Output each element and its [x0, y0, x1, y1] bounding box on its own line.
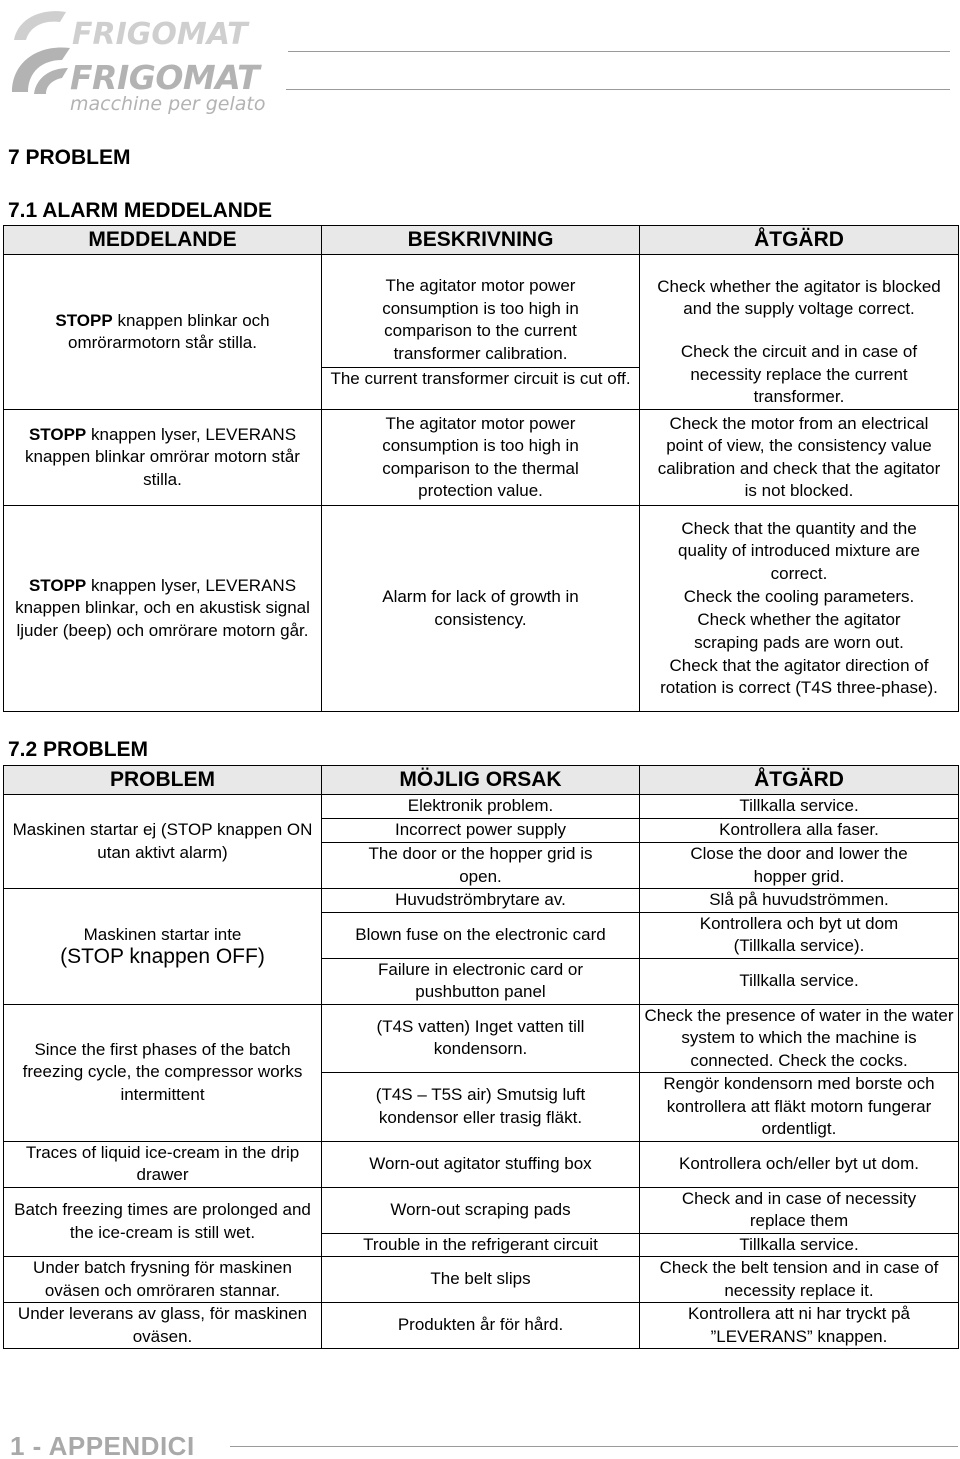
- col-header-action: ÅTGÄRD: [640, 226, 959, 255]
- alarm-description: The agitator motor power consumption is too high in comparison to the current transformer calibration.: [382, 276, 579, 363]
- problem-title: 7.2 PROBLEM: [8, 738, 149, 761]
- table-row: [4, 410, 959, 506]
- action-cell: Rengör kondensorn med borste och kontrollera att fläkt motorn fungerar ordentligt.: [640, 1073, 959, 1142]
- alarm-action: Check whether the agitator scraping pads are worn out.: [694, 610, 904, 652]
- alarm-description: The current transformer circuit is cut off.: [322, 367, 639, 391]
- alarm-message: STOPP knappen lyser, LEVERANS knappen blinkar omrörar motorn står stilla.: [4, 410, 322, 506]
- col-header-message: MEDDELANDE: [4, 226, 322, 255]
- cause-cell: Blown fuse on the electronic card: [322, 912, 640, 958]
- alarm-action: Check the motor from an electrical point of view, the consistency value calibration and check that the agitator is not blocked.: [640, 410, 959, 506]
- header-rule-top: [288, 51, 950, 52]
- stopp-keyword: STOPP: [28, 575, 87, 595]
- stopp-keyword: STOPP: [55, 310, 113, 330]
- problem-cell: Under leverans av glass, för maskinen oväsen.: [4, 1303, 322, 1349]
- action-cell: Close the door and lower the hopper grid.: [640, 843, 959, 889]
- action-cell: Check and in case of necessity replace them: [640, 1187, 959, 1233]
- problem-cell: Maskinen startar ej (STOP knappen ON utan aktivt alarm): [4, 795, 322, 889]
- problem-table: [3, 765, 959, 1349]
- action-cell: Tillkalla service.: [640, 795, 959, 819]
- action-cell: Kontrollera och byt ut dom (Tillkalla service).: [640, 912, 959, 958]
- cause-cell: Failure in electronic card or pushbutton panel: [322, 958, 640, 1004]
- col-header-action: ÅTGÄRD: [640, 766, 959, 795]
- alarm-action-cell: [640, 255, 959, 410]
- alarm-title: 7.1 ALARM MEDDELANDE: [8, 199, 273, 222]
- alarm-message: STOPP knappen blinkar och omrörarmotorn står stilla.: [4, 255, 322, 410]
- alarm-action-cell: [640, 506, 959, 712]
- alarm-action: Check that the quantity and the quality of introduced mixture are correct.: [678, 518, 920, 583]
- cause-cell: (T4S vatten) Inget vatten till kondensorn.: [322, 1004, 640, 1073]
- alarm-action: Check that the agitator direction of rotation is correct (T4S three-phase).: [660, 655, 938, 697]
- table-row: [4, 889, 959, 913]
- alarm-header-row: [4, 226, 959, 255]
- cause-cell: Trouble in the refrigerant circuit: [322, 1233, 640, 1257]
- alarm-action: Check the cooling parameters.: [683, 586, 915, 606]
- alarm-description: The agitator motor power consumption is too high in comparison to the thermal protection value.: [322, 410, 640, 506]
- action-cell: Check the belt tension and in case of necessity replace it.: [640, 1257, 959, 1303]
- action-cell: Kontrollera alla faser.: [640, 819, 959, 843]
- svg-text:FRIGOMAT: FRIGOMAT: [72, 17, 248, 52]
- alarm-message: STOPP knappen lyser, LEVERANS knappen blinkar, och en akustisk signal ljuder (beep) och omrörare motorn går.: [4, 506, 322, 712]
- table-row: [4, 506, 959, 712]
- cause-cell: Worn-out agitator stuffing box: [322, 1141, 640, 1187]
- col-header-description: BESKRIVNING: [322, 226, 640, 255]
- cause-cell: The belt slips: [322, 1257, 640, 1303]
- table-row: [4, 1187, 959, 1233]
- action-cell: Tillkalla service.: [640, 1233, 959, 1257]
- action-cell: Check the presence of water in the water system to which the machine is connected. Check the cocks.: [640, 1004, 959, 1073]
- table-row: [4, 795, 959, 819]
- cause-cell: (T4S – T5S air) Smutsig luft kondensor eller trasig fläkt.: [322, 1073, 640, 1142]
- table-row: [4, 255, 959, 410]
- col-header-problem: PROBLEM: [4, 766, 322, 795]
- brand-tagline: macchine per gelato: [70, 93, 266, 115]
- action-cell: Slå på huvudströmmen.: [640, 889, 959, 913]
- header-rule-bottom: [286, 89, 950, 90]
- stopp-keyword: STOPP: [28, 424, 87, 444]
- cause-cell: The door or the hopper grid is open.: [322, 843, 640, 889]
- cause-cell: Huvudströmbrytare av.: [322, 889, 640, 913]
- problem-text: Maskinen startar inte: [83, 924, 242, 944]
- cause-cell: Worn-out scraping pads: [322, 1187, 640, 1233]
- problem-cell: Traces of liquid ice-cream in the drip drawer: [4, 1141, 322, 1187]
- alarm-description: Alarm for lack of growth in consistency.: [322, 506, 640, 712]
- problem-text: (STOP knappen OFF): [60, 945, 265, 969]
- action-cell: Kontrollera att ni har tryckt på ”LEVERANS” knappen.: [640, 1303, 959, 1349]
- table-row: [4, 1303, 959, 1349]
- table-row: [4, 1004, 959, 1073]
- table-row: [4, 1257, 959, 1303]
- cause-cell: Elektronik problem.: [322, 795, 640, 819]
- alarm-description-cell: [322, 255, 640, 410]
- alarm-table: [3, 225, 959, 712]
- col-header-cause: MÖJLIG ORSAK: [322, 766, 640, 795]
- section-title: 7 PROBLEM: [8, 146, 131, 169]
- footer-label: 1 - APPENDICI: [10, 1431, 195, 1459]
- table-row: [4, 1141, 959, 1187]
- cause-cell: Produkten år för hård.: [322, 1303, 640, 1349]
- problem-cell: Since the first phases of the batch freezing cycle, the compressor works intermittent: [4, 1004, 322, 1141]
- brand-name: FRIGOMAT: [70, 58, 260, 97]
- action-cell: Kontrollera och/eller byt ut dom.: [640, 1141, 959, 1187]
- problem-cell: [4, 889, 322, 1005]
- cause-cell: Incorrect power supply: [322, 819, 640, 843]
- footer-rule: [230, 1446, 958, 1447]
- problem-header-row: [4, 766, 959, 795]
- alarm-action: Check the circuit and in case of necessity replace the current transformer.: [680, 342, 918, 407]
- alarm-action: Check whether the agitator is blocked and the supply voltage correct.: [657, 276, 941, 319]
- action-cell: Tillkalla service.: [640, 958, 959, 1004]
- problem-cell: Under batch frysning för maskinen oväsen och omröraren stannar.: [4, 1257, 322, 1303]
- problem-cell: Batch freezing times are prolonged and the ice-cream is still wet.: [4, 1187, 322, 1257]
